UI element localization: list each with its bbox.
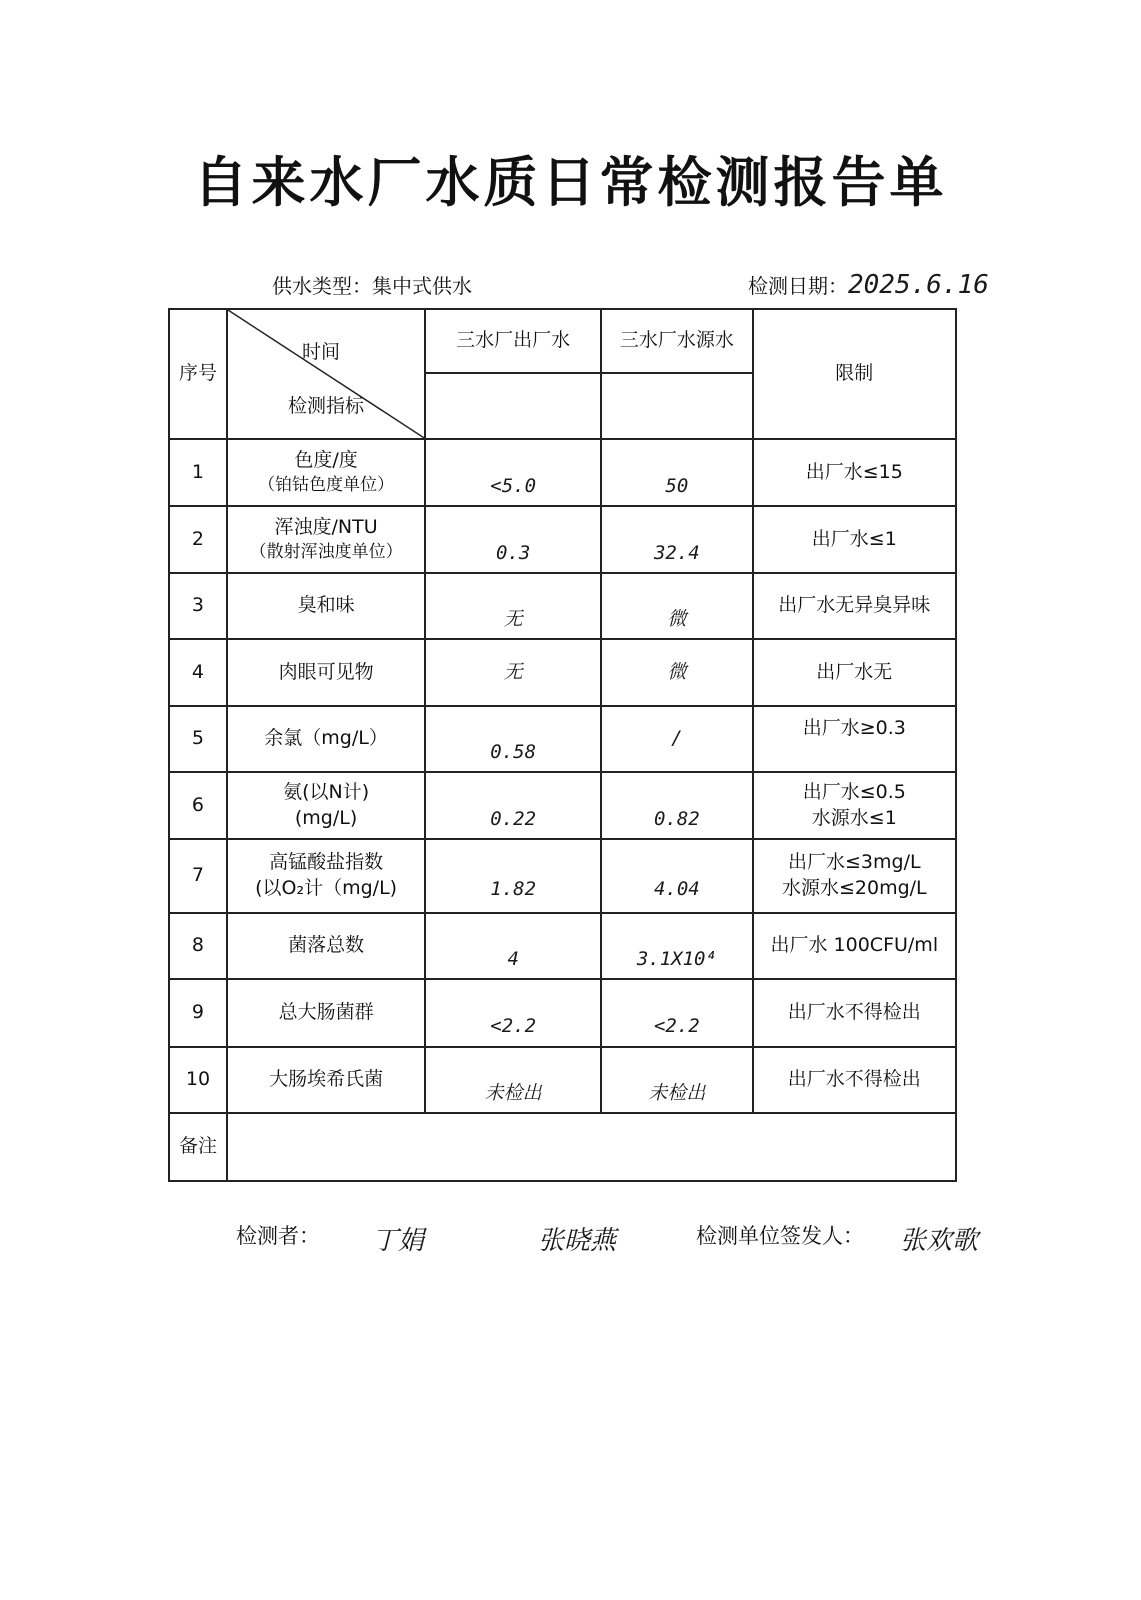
outlet-value — [425, 639, 601, 706]
source-value-text: 微 — [667, 608, 687, 631]
limit-value — [753, 772, 956, 839]
outlet-value — [425, 839, 601, 913]
indicator-name — [227, 706, 425, 772]
indicator-label: 臭和味 — [297, 594, 355, 617]
remark-value — [227, 1113, 956, 1181]
indicator-name — [227, 839, 425, 913]
table-row — [169, 439, 956, 506]
header-col-source: 三水厂水源水 — [601, 309, 753, 373]
remark-label: 备注 — [169, 1113, 227, 1181]
limit-text: 出厂水≤3mg/L — [788, 851, 921, 874]
outlet-value — [425, 439, 601, 506]
test-date-value: 2025.6.16 — [848, 270, 989, 300]
limit-value — [753, 913, 956, 979]
source-value-text: <2.2 — [653, 1015, 700, 1038]
outlet-value — [425, 706, 601, 772]
header-limit: 限制 — [753, 309, 956, 439]
table-row — [169, 706, 956, 772]
limit-text-secondary: 水源水≤20mg/L — [781, 877, 927, 899]
table-row — [169, 772, 956, 839]
indicator-label: 色度/度 — [294, 449, 358, 472]
source-value-text: 50 — [665, 474, 689, 497]
indicator-label: 氨(以N计) — [283, 780, 370, 803]
source-value-text: 未检出 — [648, 1082, 706, 1105]
limit-text: 出厂水 100CFU/ml — [770, 934, 939, 957]
limit-text: 出厂水无异臭异味 — [778, 594, 931, 617]
outlet-value-text: 4 — [507, 948, 519, 971]
outlet-value-text: 无 — [503, 608, 523, 631]
row-number: 3 — [169, 573, 227, 639]
row-number: 7 — [169, 839, 227, 913]
limit-text: 出厂水≤1 — [811, 527, 897, 550]
table-row — [169, 979, 956, 1047]
source-value — [601, 506, 753, 573]
limit-value — [753, 573, 956, 639]
source-value — [601, 1047, 753, 1113]
limit-text: 出厂水不得检出 — [787, 1068, 921, 1091]
indicator-unit: （散射浑浊度单位） — [249, 541, 403, 562]
limit-text-secondary: 水源水≤1 — [811, 806, 897, 829]
row-number: 1 — [169, 439, 227, 506]
test-date — [748, 270, 989, 300]
row-number: 4 — [169, 639, 227, 706]
row-number: 2 — [169, 506, 227, 573]
limit-text: 出厂水无 — [816, 660, 893, 683]
outlet-value-text: <2.2 — [490, 1015, 537, 1038]
header-time: 时间 — [301, 341, 340, 363]
test-date-label: 检测日期： — [748, 274, 848, 298]
limit-value — [753, 1047, 956, 1113]
report-table — [168, 308, 957, 1182]
indicator-unit: （铂钴色度单位） — [258, 474, 395, 495]
source-value — [601, 839, 753, 913]
header-col-outlet: 三水厂出厂水 — [425, 309, 601, 373]
issuer-label: 检测单位签发人： — [696, 1224, 864, 1248]
outlet-value-text: 0.58 — [490, 741, 537, 764]
indicator-name — [227, 979, 425, 1047]
outlet-value-text: 0.3 — [496, 541, 531, 564]
indicator-name — [227, 772, 425, 839]
source-value — [601, 913, 753, 979]
limit-text: 出厂水不得检出 — [787, 1001, 921, 1024]
tester-label: 检测者： — [236, 1224, 320, 1248]
row-number: 10 — [169, 1047, 227, 1113]
issuer-signature: 张欢歌 — [900, 1226, 979, 1256]
source-value — [601, 706, 753, 772]
table-row — [169, 639, 956, 706]
limit-value — [753, 839, 956, 913]
outlet-value — [425, 573, 601, 639]
indicator-name — [227, 913, 425, 979]
outlet-value — [425, 772, 601, 839]
limit-text: 出厂水≤15 — [805, 460, 903, 483]
table-row — [169, 839, 956, 913]
outlet-value — [425, 506, 601, 573]
row-number: 5 — [169, 706, 227, 772]
source-value-text: 微 — [667, 660, 687, 683]
row-number: 6 — [169, 772, 227, 839]
source-value — [601, 772, 753, 839]
indicator-label: 余氯（mg/L） — [264, 727, 388, 750]
header-col-outlet-blank — [425, 373, 601, 439]
indicator-label: 大肠埃希氏菌 — [269, 1068, 384, 1091]
indicator-name — [227, 439, 425, 506]
outlet-value-text: <5.0 — [490, 474, 537, 497]
tester-signature-2: 张晓燕 — [538, 1226, 617, 1256]
indicator-label: 浑浊度/NTU — [274, 516, 378, 539]
source-value-text: 32.4 — [653, 541, 700, 564]
table-row — [169, 913, 956, 979]
row-number: 9 — [169, 979, 227, 1047]
source-value — [601, 439, 753, 506]
limit-value — [753, 706, 956, 772]
source-value — [601, 573, 753, 639]
indicator-unit: (mg/L) — [294, 806, 358, 829]
table-row — [169, 506, 956, 573]
limit-value — [753, 439, 956, 506]
outlet-value-text: 0.22 — [490, 807, 537, 830]
indicator-name — [227, 573, 425, 639]
indicator-name — [227, 639, 425, 706]
limit-value — [753, 506, 956, 573]
header-indicator: 检测指标 — [287, 395, 364, 417]
indicator-name — [227, 506, 425, 573]
outlet-value-text: 无 — [503, 660, 523, 683]
source-value-text: 3.1X10⁴ — [636, 948, 717, 971]
header-index: 序号 — [169, 309, 227, 439]
indicator-unit: (以O₂计（mg/L) — [255, 877, 398, 899]
source-value — [601, 979, 753, 1047]
supply-type: 供水类型：集中式供水 — [272, 274, 472, 298]
limit-text: 出厂水≥0.3 — [802, 717, 906, 740]
outlet-value — [425, 1047, 601, 1113]
outlet-value-text: 未检出 — [484, 1082, 542, 1105]
indicator-label: 总大肠菌群 — [278, 1001, 374, 1024]
source-value — [601, 639, 753, 706]
header-diagonal-cell — [227, 309, 425, 439]
indicator-label: 菌落总数 — [288, 934, 365, 957]
source-value-text: / — [671, 727, 683, 750]
header-col-source-blank — [601, 373, 753, 439]
outlet-value-text: 1.82 — [490, 878, 537, 901]
source-value-text: 0.82 — [653, 807, 700, 830]
outlet-value — [425, 979, 601, 1047]
row-number: 8 — [169, 913, 227, 979]
table-row — [169, 1047, 956, 1113]
limit-value — [753, 639, 956, 706]
limit-text: 出厂水≤0.5 — [802, 780, 906, 803]
limit-value — [753, 979, 956, 1047]
report-title: 自来水厂水质日常检测报告单 — [193, 150, 948, 214]
source-value-text: 4.04 — [653, 878, 700, 901]
indicator-label: 肉眼可见物 — [278, 660, 374, 683]
indicator-name — [227, 1047, 425, 1113]
remark-row — [169, 1113, 956, 1181]
indicator-label: 高锰酸盐指数 — [269, 851, 384, 874]
tester-signature-1: 丁娟 — [372, 1226, 425, 1256]
outlet-value — [425, 913, 601, 979]
table-row — [169, 573, 956, 639]
